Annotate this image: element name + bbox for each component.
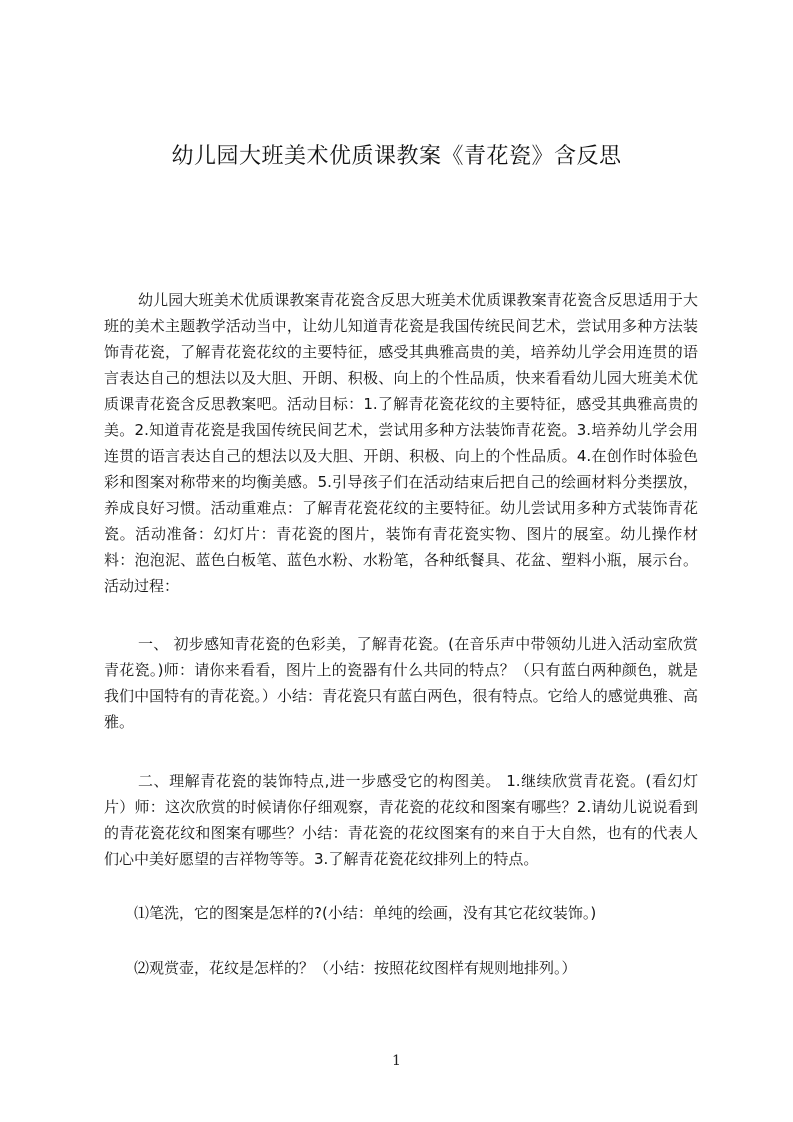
paragraph-step-two: 二、理解青花瓷的装饰特点,进一步感受它的构图美。 1.继续欣赏青花瓷。(看幻灯片）师：这次欣赏的时候请你仔细观察，青花瓷的花纹和图案有哪些？2.请幼儿说说看到的青花瓷花纹和图案有哪些？小结：青花瓷的花纹图案有的来自于大自然，也有的代表人们心中美好愿望的吉祥物等等。3.了解青花瓷花纹排列上的特点。 xyxy=(104,772,698,868)
paragraph-step-one: 一、 初步感知青花瓷的色彩美，了解青花瓷。(在音乐声中带领幼儿进入活动室欣赏青花瓷。)师：请你来看看，图片上的瓷器有什么共同的特点？（只有蓝白两种颜色，就是我们中国特有的青花瓷。）小结：青花瓷只有蓝白两色，很有特点。它给人的感觉典雅、高雅。 xyxy=(104,635,698,731)
document-title: 幼儿园大班美术优质课教案《青花瓷》含反思 xyxy=(171,144,622,169)
paragraph-item-teapot: ⑵观赏壶，花纹是怎样的？（小结：按照花纹图样有规则地排列。） xyxy=(134,959,577,977)
paragraph-item-brush-washer: ⑴笔洗，它的图案是怎样的?(小结：单纯的绘画，没有其它花纹装饰。) xyxy=(134,904,597,922)
page-number: 1 xyxy=(392,1053,401,1069)
paragraph-intro: 幼儿园大班美术优质课教案青花瓷含反思大班美术优质课教案青花瓷含反思适用于大班的美术主题教学活动当中，让幼儿知道青花瓷是我国传统民间艺术，尝试用多种方法装饰青花瓷，了解青花瓷花纹的主要特征，感受其典雅高贵的美，培养幼儿学会用连贯的语言表达自己的想法以及大胆、开朗、积极、向上的个性品质，快来看看幼儿园大班美术优质课青花瓷含反思教案吧。活动目标：1.了解青花瓷花纹的主要特征，感受其典雅高贵的美。2.知道青花瓷是我国传统民间艺术，尝试用多种方法装饰青花瓷。3.培养幼儿学会用连贯的语言表达自己的想法以及大胆、开朗、积极、向上的个性品质。4.在创作时体验色彩和图案对称带来的均衡美感。5.引导孩子们在活动结束后把自己的绘画材料分类摆放，养成良好习惯。活动重难点：了解青花瓷花纹的主要特征。幼儿尝试用多种方式装饰青花瓷。活动准备：幻灯片：青花瓷的图片，装饰有青花瓷实物、图片的展室。幼儿操作材料：泡泡泥、蓝色白板笔、蓝色水粉、水粉笔，各种纸餐具、花盆、塑料小瓶，展示台。活动过程： xyxy=(104,291,698,595)
